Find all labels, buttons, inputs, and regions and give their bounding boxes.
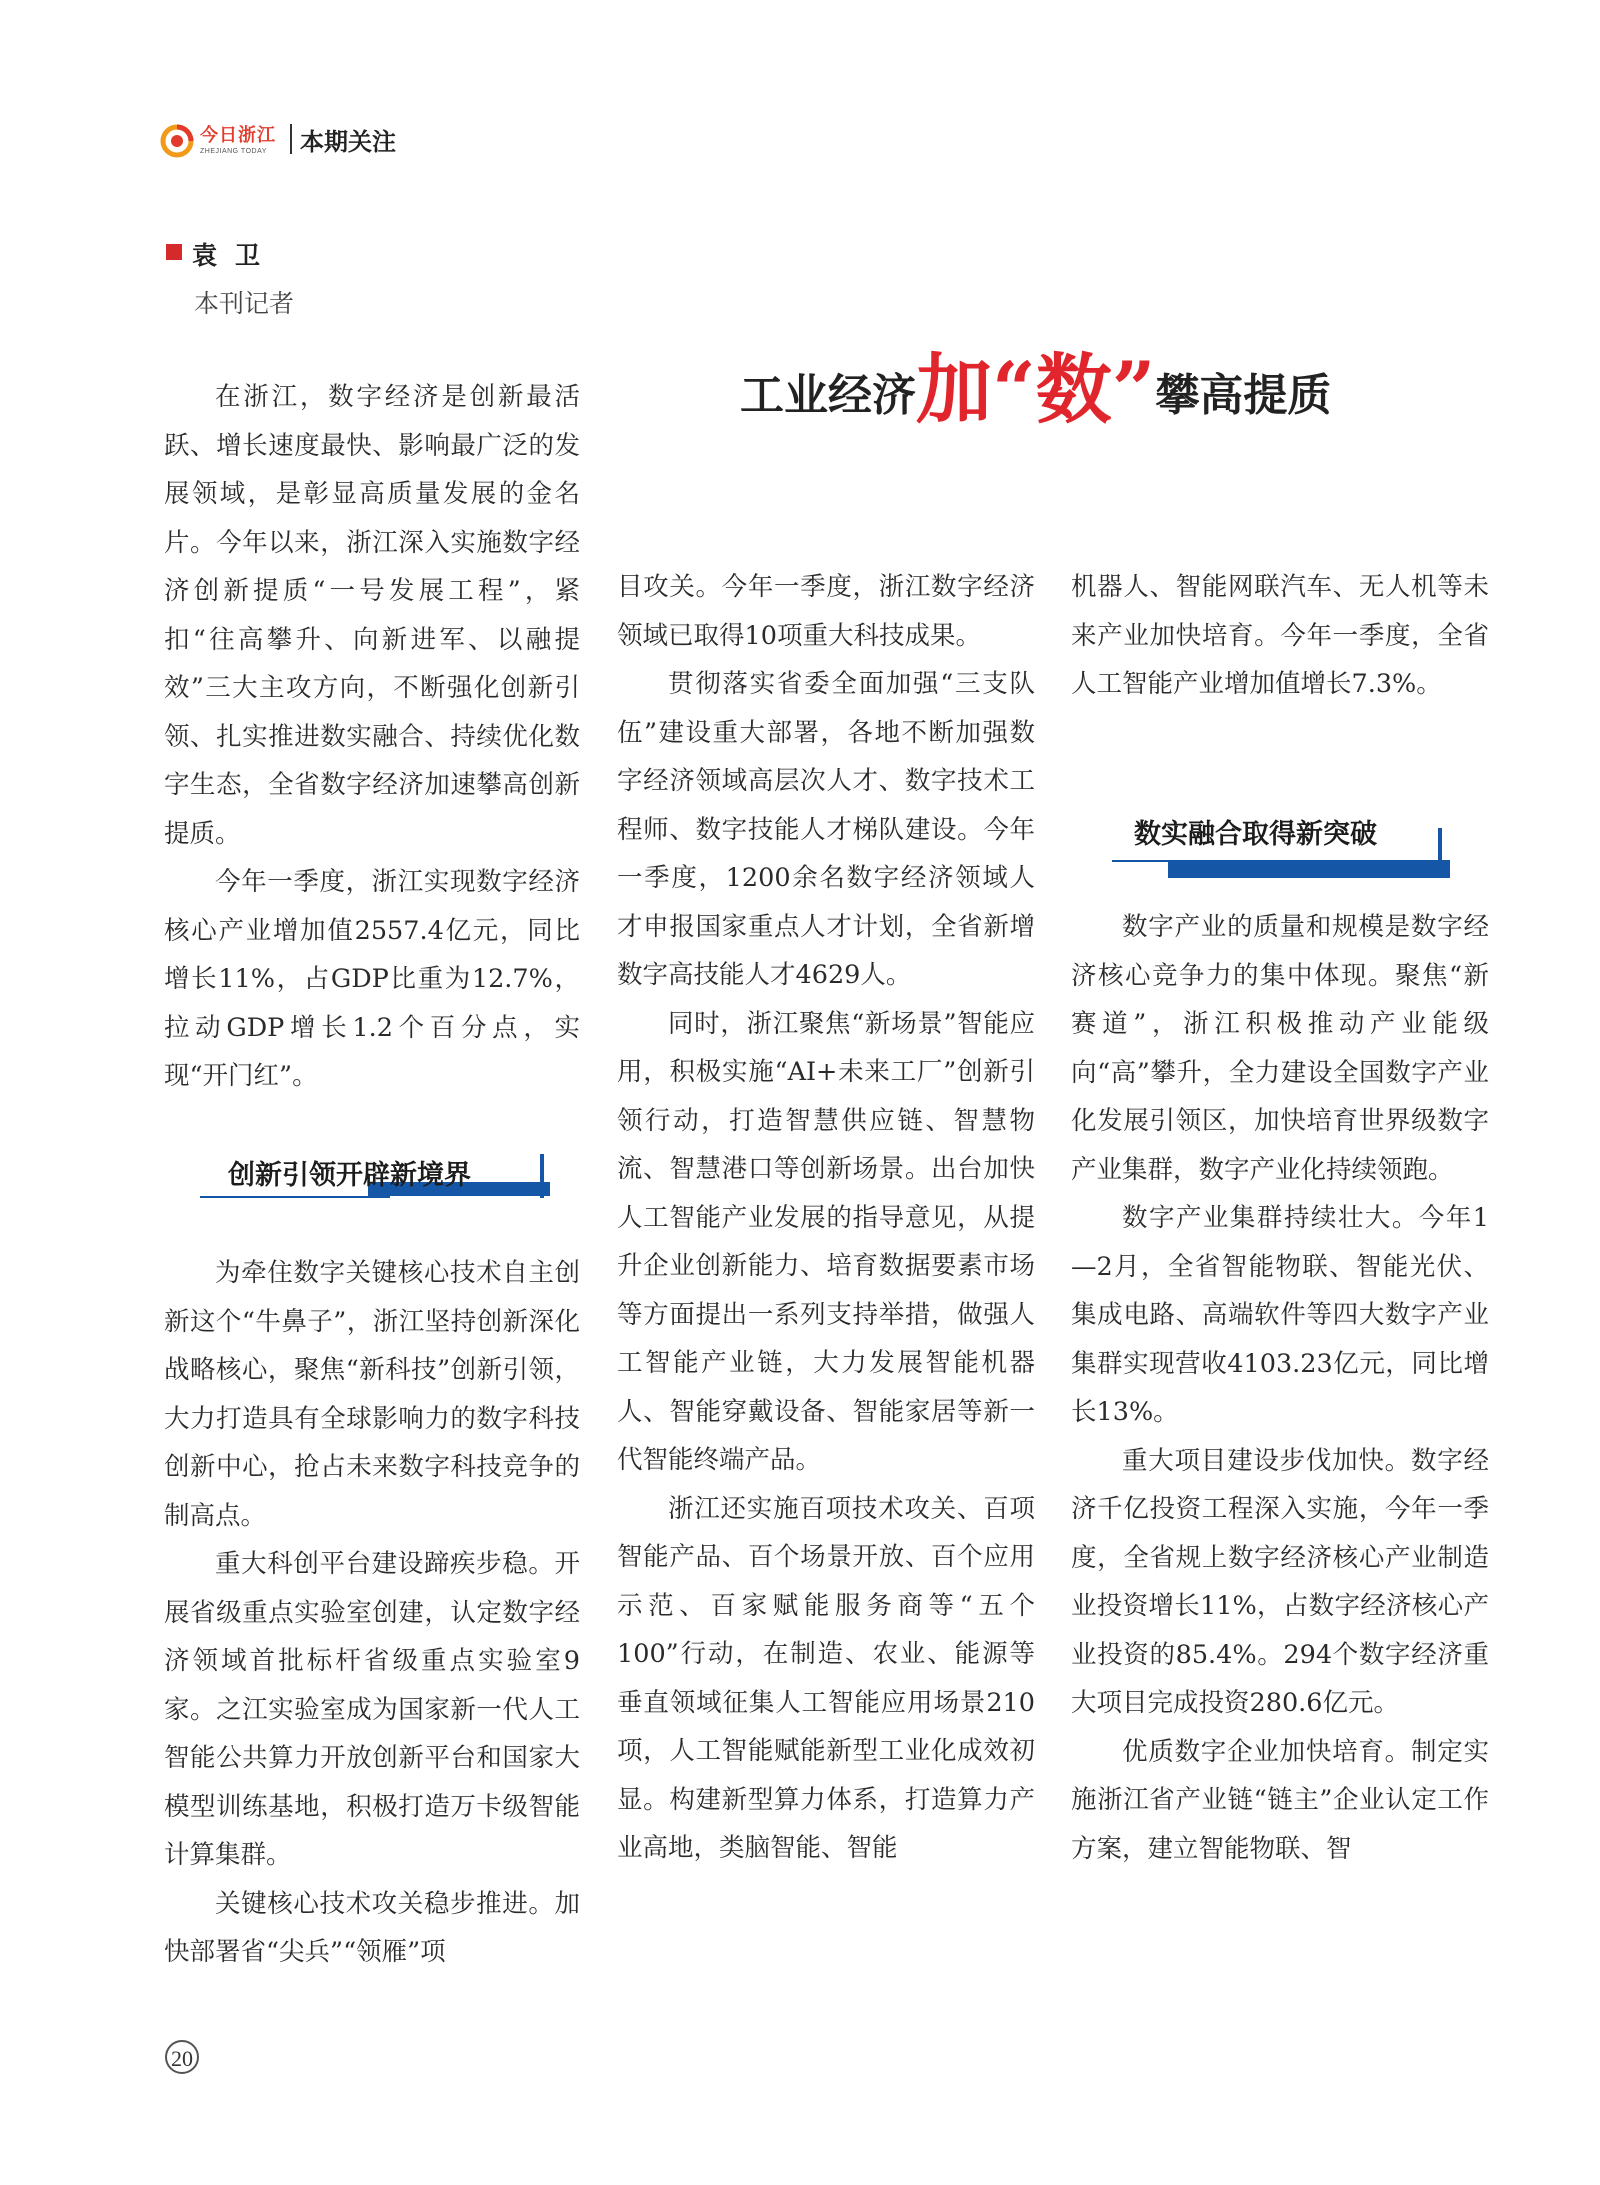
page-number: 20 — [165, 2040, 199, 2074]
column-3-top — [1071, 563, 1489, 709]
author-role: 本刊记者 — [194, 289, 295, 318]
paragraph: 优质数字企业加快培育。制定实施浙江省产业链“链主”企业认定工作方案，建立智能物联、智 — [1071, 1736, 1489, 1864]
author-marker — [166, 244, 182, 260]
paragraph: 数字产业集群持续壮大。今年1—2月，全省智能物联、智能光伏、集成电路、高端软件等四大数字产业集群实现营收4103.23亿元，同比增长13%。 — [1071, 1203, 1489, 1427]
title-highlight: 加“数” — [916, 345, 1156, 434]
paragraph: 贯彻落实省委全面加强“三支队伍”建设重大部署，各地不断加强数字经济领域高层次人才、数字技术工程师、数字技能人才梯队建设。今年一季度，1200余名数字经济领域人才申报国家重点人才计划，全省新增数字高技能人才4629人。 — [617, 669, 1035, 990]
column-2 — [617, 563, 1035, 1873]
subhead-bar — [1168, 860, 1450, 878]
paragraph: 在浙江，数字经济是创新最活跃、增长速度最快、影响最广泛的发展领域，是彰显高质量发展的金名片。今年以来，浙江深入实施数字经济创新提质“一号发展工程”，紧扣“往高攀升、向新进军、以融提效”三大主攻方向，不断强化创新引领、扎实推进数实融合、持续优化数字生态，全省数字经济加速攀高创新提质。 — [164, 382, 580, 849]
article-title — [740, 345, 1380, 436]
subhead-tick — [540, 1154, 544, 1198]
logo-swirl-icon — [160, 124, 194, 158]
paragraph: 浙江还实施百项技术攻关、百项智能产品、百个场景开放、百个应用示范、百家赋能服务商等“五个100”行动，在制造、农业、能源等垂直领域征集人工智能应用场景210项，人工智能赋能新型工业化成效初显。构建新型算力体系，打造算力产业高地，类脑智能、智能 — [617, 1493, 1035, 1863]
subhead-underline — [200, 1196, 390, 1198]
logo-cn: 今日浙江 — [200, 125, 276, 146]
paragraph: 同时，浙江聚焦“新场景”智能应用，积极实施“AI+未来工厂”创新引领行动，打造智慧供应链、智慧物流、智慧港口等创新场景。出台加快人工智能产业发展的指导意见，从提升企业创新能力、培育数据要素市场等方面提出一系列支持举措，做强人工智能产业链，大力发展智能机器人、智能穿戴设备、智能家居等新一代智能终端产品。 — [617, 1008, 1035, 1475]
paragraph: 为牵住数字关键核心技术自主创新这个“牛鼻子”，浙江坚持创新深化战略核心，聚焦“新科技”创新引领，大力打造具有全球影响力的数字科技创新中心，抢占未来数字科技竞争的制高点。 — [164, 1258, 580, 1531]
column-1-top — [164, 373, 580, 1101]
paragraph: 今年一季度，浙江实现数字经济核心产业增加值2557.4亿元，同比增长11%，占GDP比重为12.7%，拉动GDP增长1.2个百分点，实现“开门红”。 — [164, 867, 580, 1091]
logo-en: ZHEJIANG TODAY — [200, 148, 267, 155]
paragraph: 目攻关。今年一季度，浙江数字经济领域已取得10项重大科技成果。 — [617, 572, 1035, 651]
paragraph: 机器人、智能网联汽车、无人机等未来产业加快培育。今年一季度，全省人工智能产业增加值增长7.3%。 — [1071, 572, 1489, 699]
paragraph: 关键核心技术攻关稳步推进。加快部署省“尖兵”“领雁”项 — [164, 1888, 580, 1967]
subhead-integration: 数实融合取得新突破 — [1134, 819, 1377, 850]
column-3-bottom — [1071, 903, 1489, 1873]
paragraph: 重大项目建设步伐加快。数字经济千亿投资工程深入实施，今年一季度，全省规上数字经济核心产业制造业投资增长11%，占数字经济核心产业投资的85.4%。294个数字经济重大项目完成投资280.6亿元。 — [1071, 1445, 1489, 1718]
subhead-tick — [1438, 828, 1442, 878]
subhead-innovation: 创新引领开辟新境界 — [228, 1160, 471, 1191]
title-suffix: 攀高提质 — [1155, 370, 1332, 421]
title-prefix: 工业经济 — [740, 370, 916, 421]
column-1-bottom — [164, 1249, 580, 1977]
paragraph: 重大科创平台建设蹄疾步稳。开展省级重点实验室创建，认定数字经济领域首批标杆省级重点实验室9家。之江实验室成为国家新一代人工智能公共算力开放创新平台和国家大模型训练基地，积极打造万卡级智能计算集群。 — [164, 1549, 580, 1870]
paragraph: 数字产业的质量和规模是数字经济核心竞争力的集中体现。聚焦“新赛道”，浙江积极推动产业能级向“高”攀升，全力建设全国数字产业化发展引领区，加快培育世界级数字产业集群，数字产业化持续领跑。 — [1071, 912, 1489, 1185]
header-divider — [290, 124, 292, 154]
magazine-logo — [160, 118, 280, 164]
author-name: 袁卫 — [192, 241, 279, 270]
section-label: 本期关注 — [300, 128, 396, 156]
